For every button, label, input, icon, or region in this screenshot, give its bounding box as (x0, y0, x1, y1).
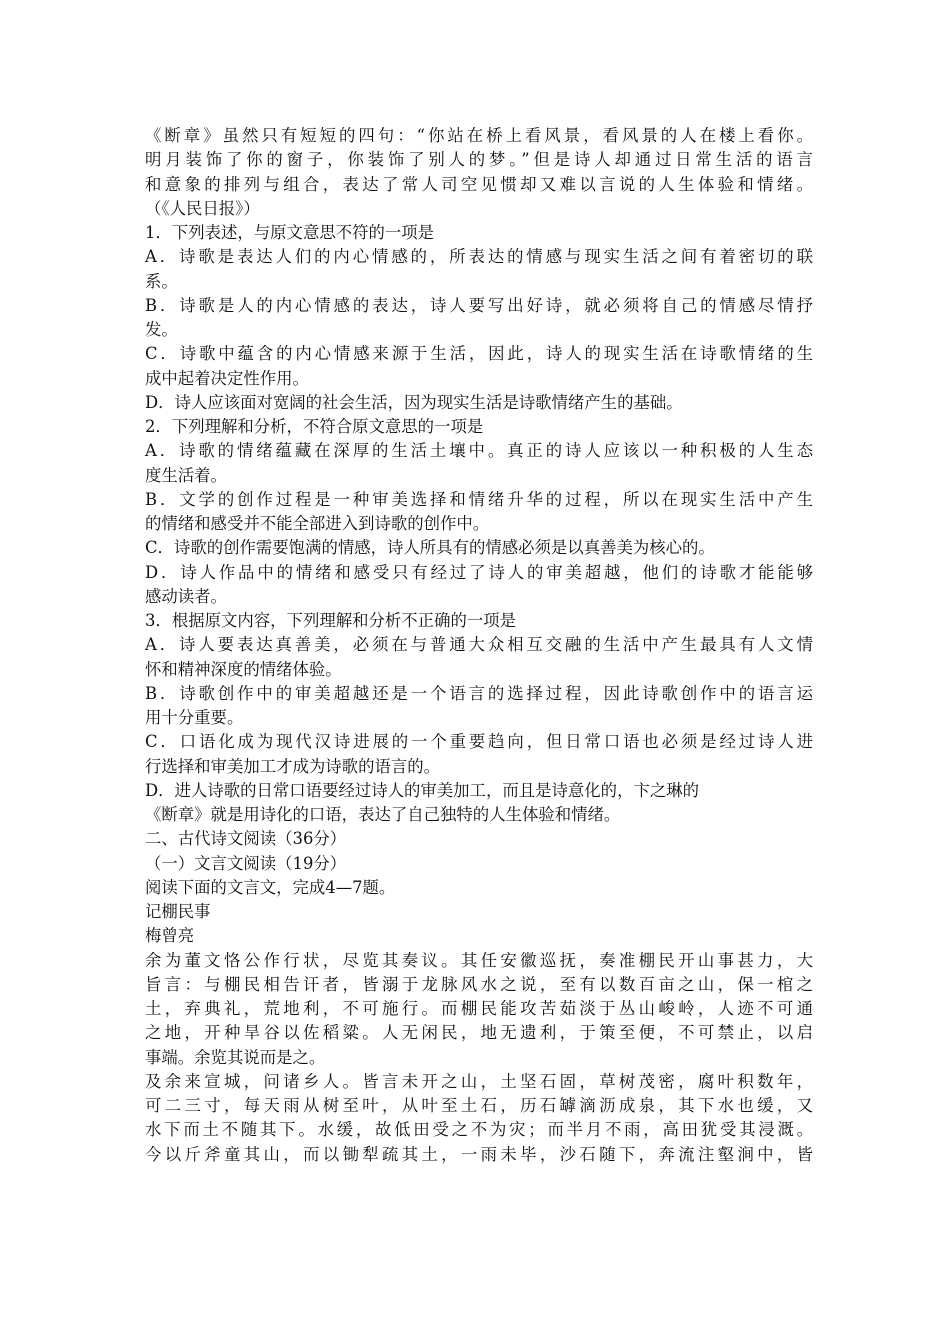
essay-title: 记棚民事 (145, 902, 211, 921)
essay-text-line: 余为董文恪公作行状，尽览其奏议。其任安徽巡抚，奏准棚民开山事甚力，大 (145, 950, 813, 970)
instruction: 阅读下面的文言文，完成4—7题。 (145, 877, 396, 897)
question-3-option-b: B．诗歌创作中的审美超越还是一个语言的选择过程，因此诗歌创作中的语言运 (145, 683, 813, 703)
question-3-option-a: A．诗人要表达真善美，必须在与普通大众相互交融的生活中产生最具有人文情 (145, 635, 813, 655)
question-3-stem: 3．根据原文内容，下列理解和分析不正确的一项是 (145, 611, 517, 630)
question-2-stem: 2．下列理解和分析，不符合原文意思的一项是 (145, 417, 484, 436)
question-3-option-a-cont: 怀和精神深度的情绪体验。 (145, 659, 342, 679)
question-3-option-c: C．口语化成为现代汉诗进展的一个重要趋向，但日常口语也必须是经过诗人进 (145, 732, 813, 752)
essay-author: 梅曾亮 (145, 926, 195, 946)
question-1-option-b-cont: 发。 (145, 320, 178, 339)
question-2-option-b: B．文学的创作过程是一种审美选择和情绪升华的过程，所以在现实生活中产生 (145, 489, 813, 509)
question-3-option-c-cont: 行选择和审美加工才成为诗歌的语言的。 (145, 756, 441, 776)
question-2-option-c: C．诗歌的创作需要饱满的情感，诗人所具有的情感必须是以真善美为核心的。 (145, 538, 715, 558)
question-3-option-b-cont: 用十分重要。 (145, 708, 244, 727)
text-line: 明月装饰了你的窗子，你装饰了别人的梦。”但是诗人却通过日常生活的语言 (145, 150, 813, 170)
source-citation: （《人民日报》） (145, 198, 260, 218)
document-page (145, 124, 813, 1167)
text-line: 和意象的排列与组合，表达了常人司空见惯却又难以言说的人生体验和情绪。 (145, 174, 813, 194)
essay-text-line: 土，弃典礼，荒地利，不可施行。而棚民能攻苦茹淡于丛山峻岭，人迹不可通 (145, 999, 813, 1018)
essay-text-line: 今以斤斧童其山，而以锄犁疏其土，一雨未毕，沙石随下，奔流注壑涧中，皆 (145, 1144, 813, 1164)
question-2-option-d-cont: 感动读者。 (145, 586, 227, 606)
question-3-option-d: D．进人诗歌的日常口语要经过诗人的审美加工，而且是诗意化的，卞之琳的 (145, 780, 700, 800)
question-2-option-a-cont: 度生活着。 (145, 465, 227, 485)
essay-text-line: 可二三寸，每天雨从树至叶，从叶至土石，历石罅滴沥成泉，其下水也缓，又 (145, 1096, 813, 1115)
essay-text-line: 事端。余览其说而是之。 (145, 1047, 326, 1067)
question-1-option-c: C．诗歌中蕴含的内心情感来源于生活，因此，诗人的现实生活在诗歌情绪的生 (145, 344, 813, 364)
question-1-option-c-cont: 成中起着决定性作用。 (145, 368, 309, 388)
question-3-option-d-cont: 《断章》就是用诗化的口语，表达了自己独特的人生体验和情绪。 (145, 805, 621, 824)
question-2-option-a: A．诗歌的情绪蕴藏在深厚的生活土壤中。真正的诗人应该以一种积极的人生态 (145, 441, 813, 461)
essay-text-line: 旨言：与棚民相告讦者，皆溺于龙脉风水之说，至有以数百亩之山，保一棺之 (145, 974, 813, 994)
question-1-option-b: B．诗歌是人的内心情感的表达，诗人要写出好诗，就必须将自己的情感尽情抒 (145, 295, 813, 315)
text-line: 《断章》虽然只有短短的四句：“你站在桥上看风景，看风景的人在楼上看你。 (145, 126, 813, 145)
question-2-option-d: D．诗人作品中的情绪和感受只有经过了诗人的审美超越，他们的诗歌才能能够 (145, 562, 813, 582)
question-1-stem: 1．下列表述，与原文意思不符的一项是 (145, 223, 435, 242)
essay-text-line: 及余来宣城，问诸乡人。皆言未开之山，土坚石固，草树茂密，腐叶积数年， (145, 1071, 813, 1091)
question-1-option-a-cont: 系。 (145, 271, 178, 291)
question-1-option-d: D．诗人应该面对宽阔的社会生活，因为现实生活是诗歌情绪产生的基础。 (145, 392, 683, 412)
essay-text-line: 水下而土不随其下。水缓，故低田受之不为灾；而半月不雨，高田犹受其浸溉。 (145, 1120, 813, 1140)
question-1-option-a: A．诗歌是表达人们的内心情感的，所表达的情感与现实生活之间有着密切的联 (145, 247, 813, 267)
question-2-option-b-cont: 的情绪和感受并不能全部进入到诗歌的创作中。 (145, 514, 490, 533)
section-heading: 二、古代诗文阅读（36分） (145, 829, 347, 849)
essay-text-line: 之地，开种旱谷以佐稻粱。人无闲民，地无遗利，于策至便，不可禁止，以启 (145, 1023, 813, 1043)
subsection-heading: （一）文言文阅读（19分） (145, 853, 347, 873)
